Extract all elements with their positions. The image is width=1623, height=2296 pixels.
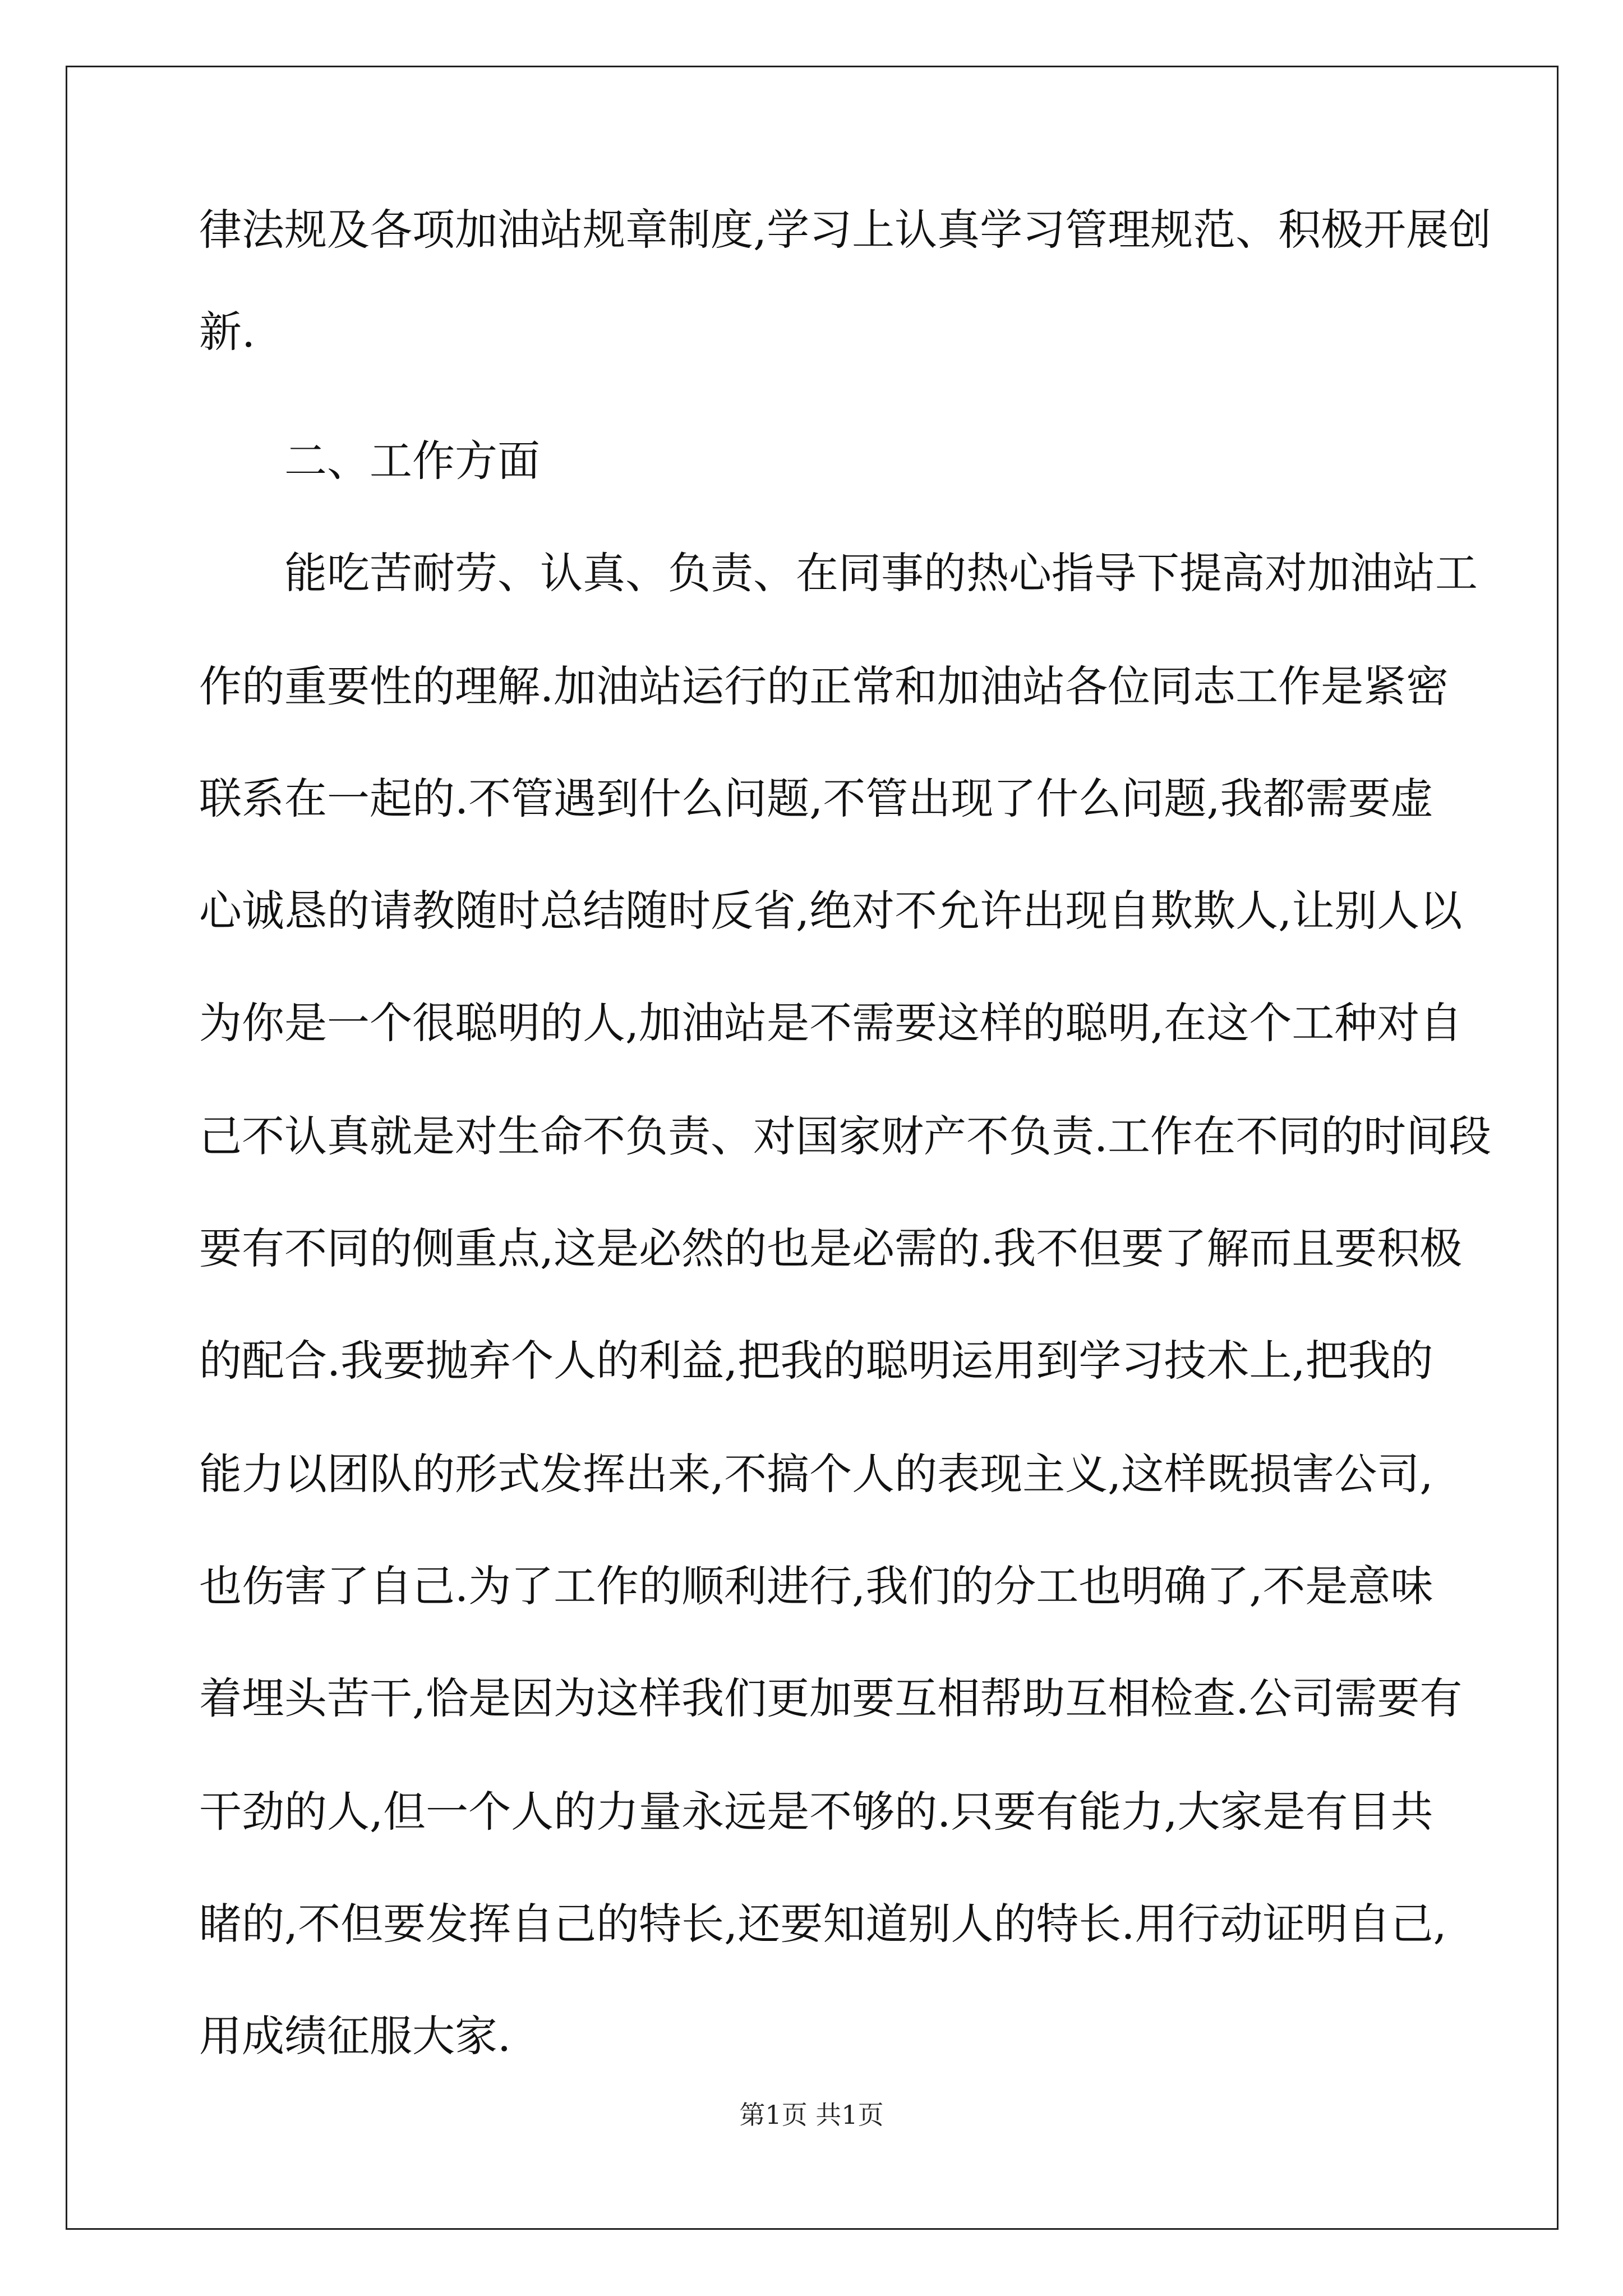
text-line-6: 联系在一起的.不管遇到什么问题,不管出现了什么问题,我都需要虚: [199, 774, 1433, 823]
text-line-2: 新.: [199, 307, 256, 357]
text-line-4: 能吃苦耐劳、认真、负责、在同事的热心指导下提高对加油站工: [284, 548, 1478, 598]
text-line-16: 睹的,不但要发挥自己的特长,还要知道别人的特长.用行动证明自己,: [199, 1899, 1447, 1949]
text-line-10: 要有不同的侧重点,这是必然的也是必需的.我不但要了解而且要积极: [199, 1223, 1463, 1273]
text-line-12: 能力以团队的形式发挥出来,不搞个人的表现主义,这样既损害公司,: [199, 1449, 1433, 1499]
text-line-7: 心诚恳的请教随时总结随时反省,绝对不允许出现自欺欺人,让别人以: [199, 886, 1463, 936]
section-heading: 二、工作方面: [284, 436, 540, 486]
text-line-14: 着埋头苦干,恰是因为这样我们更加要互相帮助互相检查.公司需要有: [199, 1673, 1463, 1723]
text-line-13: 也伤害了自己.为了工作的顺利进行,我们的分工也明确了,不是意味: [199, 1561, 1433, 1611]
text-line-17: 用成绩征服大家.: [199, 2011, 511, 2061]
text-line-1: 律法规及各项加油站规章制度,学习上认真学习管理规范、积极开展创: [199, 205, 1492, 255]
text-line-9: 己不认真就是对生命不负责、对国家财产不负责.工作在不同的时间段: [199, 1111, 1492, 1161]
page-number-footer: 第1页 共1页: [739, 2100, 884, 2130]
text-line-5: 作的重要性的理解.加油站运行的正常和加油站各位同志工作是紧密: [199, 661, 1449, 711]
text-line-11: 的配合.我要抛弃个人的利益,把我的聪明运用到学习技术上,把我的: [199, 1336, 1433, 1386]
text-line-8: 为你是一个很聪明的人,加油站是不需要这样的聪明,在这个工种对自: [199, 998, 1463, 1048]
text-line-15: 干劲的人,但一个人的力量永远是不够的.只要有能力,大家是有目共: [199, 1787, 1433, 1837]
